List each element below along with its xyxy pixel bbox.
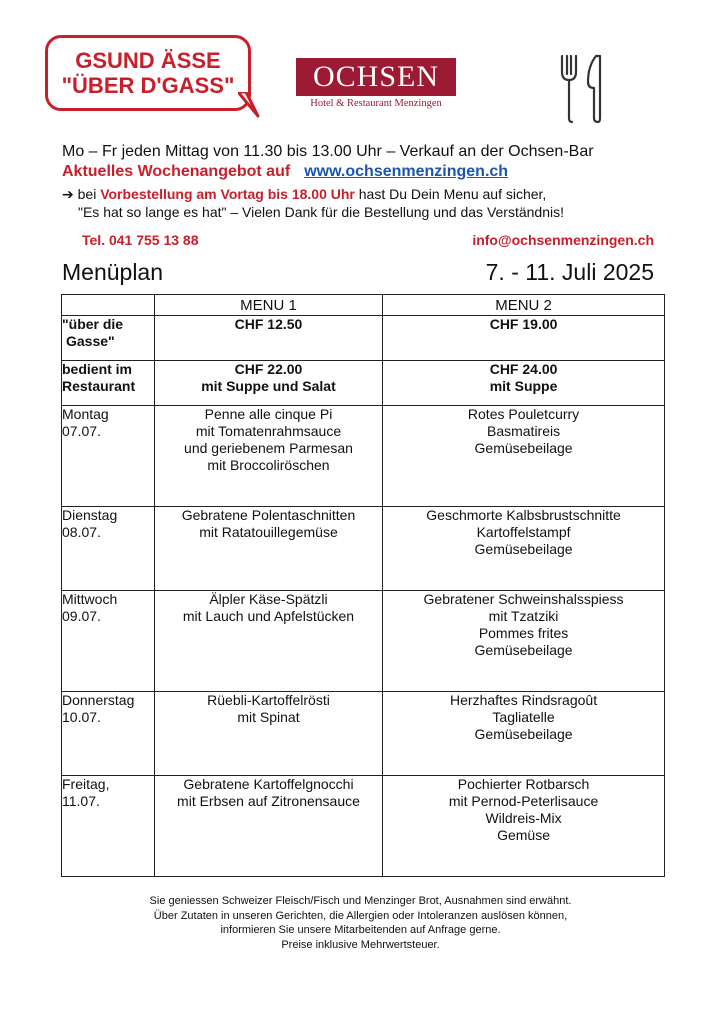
dish-line: mit Ratatouillegemüse <box>199 524 338 540</box>
weekly-offer-text: Aktuelles Wochenangebot auf <box>62 163 291 180</box>
table-header-row <box>62 295 665 316</box>
day-name: Mittwoch <box>62 591 118 607</box>
week-dates: 7. - 11. Juli 2025 <box>485 259 654 285</box>
price-value: CHF 12.50 <box>234 316 303 332</box>
price-value: CHF 24.00 <box>489 361 558 377</box>
menu-1-dish <box>154 507 382 591</box>
label-line: "über die <box>62 316 124 332</box>
preorder-line <box>62 186 546 203</box>
dish-line: Wildreis-Mix <box>485 810 562 826</box>
dish-line: Rotes Pouletcurry <box>467 406 580 422</box>
footer-line: informieren Sie unsere Mitarbeitenden auf Anfrage gerne. <box>220 924 501 936</box>
slogan-badge <box>45 35 251 111</box>
menu-1-dish <box>154 776 382 877</box>
day-name: Dienstag <box>62 507 118 523</box>
dish-line: mit Spinat <box>237 709 300 725</box>
dish-line: Gemüsebeilage <box>474 440 573 456</box>
menu-2-dish <box>383 692 665 776</box>
header-empty <box>62 295 155 316</box>
price-menu-1 <box>154 361 382 406</box>
dish-line: mit Erbsen auf Zitronensauce <box>177 793 360 809</box>
day-date: 08.07. <box>62 524 101 540</box>
badge-tail-shape <box>238 92 260 118</box>
day-row-friday <box>62 776 665 877</box>
day-label <box>62 591 155 692</box>
opening-hours: Mo – Fr jeden Mittag von 11.30 bis 13.00 Uhr – Verkauf an der Ochsen-Bar <box>62 143 594 160</box>
website-link[interactable]: www.ochsenmenzingen.ch <box>304 163 509 180</box>
phone-number[interactable]: Tel. 041 755 13 88 <box>82 232 199 248</box>
day-row-wednesday <box>62 591 665 692</box>
menu-2-dish <box>383 507 665 591</box>
menu-1-dish <box>154 692 382 776</box>
price-label <box>62 316 155 361</box>
day-date: 11.07. <box>62 793 100 809</box>
day-row-tuesday <box>62 507 665 591</box>
menu-table <box>61 294 665 877</box>
page-title: Menüplan <box>62 259 164 285</box>
badge-line-2: "ÜBER D'GASS" <box>61 73 235 98</box>
dish-line: mit Tzatziki <box>488 608 559 624</box>
day-date: 07.07. <box>62 423 101 439</box>
label-line: Gasse" <box>66 333 115 349</box>
footer-notes <box>0 894 721 952</box>
dish-line: mit Tomatenrahmsauce <box>195 423 342 439</box>
menu-1-dish <box>154 406 382 507</box>
price-menu-2 <box>383 361 665 406</box>
header-menu-1: MENU 1 <box>154 295 382 316</box>
day-row-monday <box>62 406 665 507</box>
preorder-highlight: Vorbestellung am Vortag bis 18.00 Uhr <box>100 186 355 202</box>
dish-line: Pochierter Rotbarsch <box>457 776 590 792</box>
dish-line: Tagliatelle <box>492 709 555 725</box>
weekly-offer-line <box>62 163 508 181</box>
footer-line: Preise inklusive Mehrwertsteuer. <box>281 938 440 951</box>
price-note: mit Suppe und Salat <box>201 378 336 394</box>
day-name: Montag <box>62 406 109 422</box>
logo-subtitle: Hotel & Restaurant Menzingen <box>310 98 442 109</box>
day-label <box>62 776 155 877</box>
price-value: CHF 19.00 <box>489 316 558 332</box>
dish-line: Gebratener Schweinshalsspiess <box>423 591 624 607</box>
thanks-line: "Es hat so lange es hat" – Vielen Dank für die Bestellung und das Verständnis! <box>78 204 564 220</box>
day-name: Freitag, <box>62 776 110 792</box>
fork-knife-icon <box>558 52 606 124</box>
label-line: bedient im <box>62 361 133 377</box>
dish-line: Älpler Käse-Spätzli <box>209 591 328 607</box>
dish-line: mit Lauch und Apfelstücken <box>182 608 355 624</box>
price-label <box>62 361 155 406</box>
dish-line: mit Pernod-Peterlisauce <box>448 793 599 809</box>
price-note: mit Suppe <box>489 378 558 394</box>
dish-line: Gemüsebeilage <box>474 642 573 658</box>
dish-line: Gemüsebeilage <box>474 541 573 557</box>
header-menu-2: MENU 2 <box>383 295 665 316</box>
price-row-restaurant <box>62 361 665 406</box>
day-date: 10.07. <box>62 709 101 725</box>
menu-1-dish <box>154 591 382 692</box>
day-label <box>62 406 155 507</box>
dish-line: Penne alle cinque Pi <box>204 406 333 422</box>
dish-line: mit Broccoliröschen <box>207 457 330 473</box>
preorder-prefix: bei <box>77 186 97 202</box>
price-value: CHF 22.00 <box>234 361 303 377</box>
dish-line: Gebratene Kartoffelgnocchi <box>183 776 354 792</box>
footer-line: Sie geniessen Schweizer Fleisch/Fisch und Menzinger Brot, Ausnahmen sind erwähnt. <box>149 895 572 907</box>
arrow-right-icon: ➔ <box>62 186 74 202</box>
preorder-suffix: hast Du Dein Menu auf sicher, <box>358 186 547 202</box>
dish-line: Kartoffelstampf <box>476 524 571 540</box>
day-row-thursday <box>62 692 665 776</box>
menu-2-dish <box>383 776 665 877</box>
price-menu-1 <box>154 316 382 361</box>
dish-line: Basmatireis <box>486 423 561 439</box>
footer-line: Über Zutaten in unseren Gerichten, die Allergien oder Intoleranzen auslösen können, <box>153 909 568 922</box>
price-row-takeaway <box>62 316 665 361</box>
dish-line: Gemüsebeilage <box>474 726 573 742</box>
day-date: 09.07. <box>62 608 101 624</box>
dish-line: Gemüse <box>497 827 551 843</box>
dish-line: Gebratene Polentaschnitten <box>181 507 356 523</box>
ochsen-logo[interactable] <box>296 58 456 114</box>
price-menu-2 <box>383 316 665 361</box>
dish-line: Pommes frites <box>478 625 569 641</box>
dish-line: Geschmorte Kalbsbrustschnitte <box>426 507 621 523</box>
day-label <box>62 507 155 591</box>
email-address[interactable]: info@ochsenmenzingen.ch <box>472 232 654 248</box>
dish-line: Rüebli-Kartoffelrösti <box>207 692 330 708</box>
dish-line: und geriebenem Parmesan <box>184 440 353 456</box>
label-line: Restaurant <box>62 378 136 394</box>
day-name: Donnerstag <box>62 692 135 708</box>
badge-line-1: GSUND ÄSSE <box>75 48 221 73</box>
logo-name: OCHSEN <box>296 58 456 96</box>
day-label <box>62 692 155 776</box>
menu-2-dish <box>383 406 665 507</box>
dish-line: Herzhaftes Rindsragoût <box>450 692 598 708</box>
menu-2-dish <box>383 591 665 692</box>
